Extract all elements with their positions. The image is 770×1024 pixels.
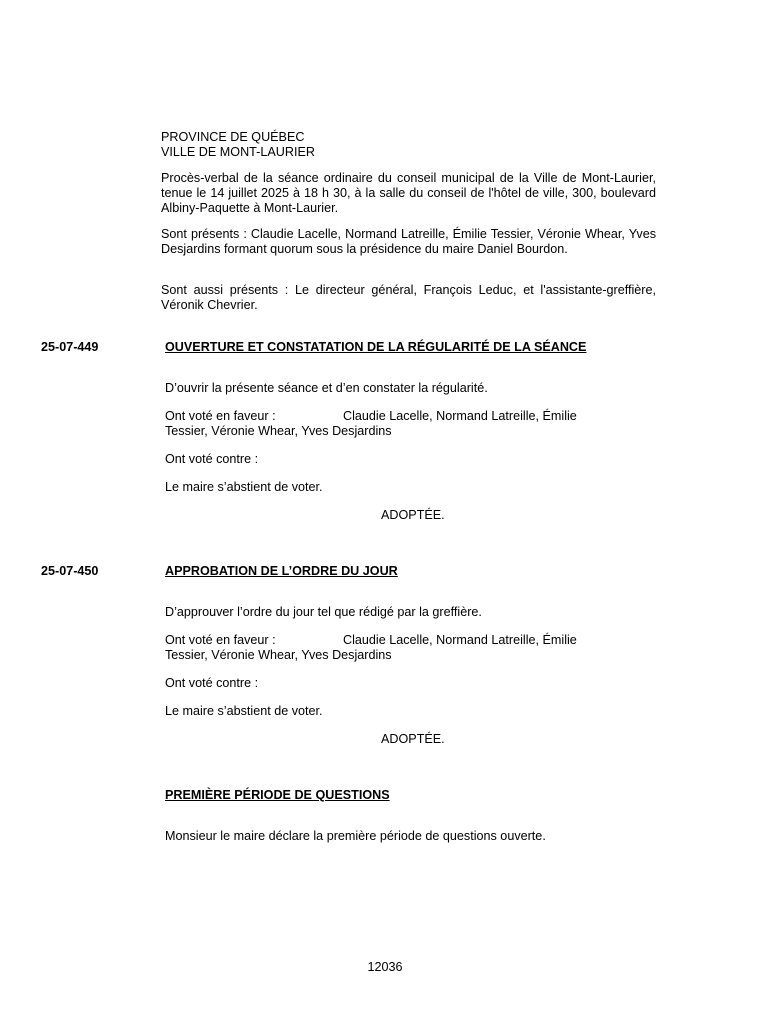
document-header — [161, 130, 661, 160]
vote-for-names: Claudie Lacelle, Normand Latreille, Émilie — [343, 409, 577, 423]
vote-against: Ont voté contre : — [165, 676, 259, 690]
resolution-number: 25-07-450 — [41, 564, 99, 578]
questions-title: PREMIÈRE PÉRIODE DE QUESTIONS — [165, 788, 390, 802]
vote-for-block — [165, 409, 635, 439]
abstain-text: Le maire s’abstient de voter. — [165, 480, 323, 494]
proces-verbal-paragraph: Procès-verbal de la séance ordinaire du conseil municipal de la Ville de Mont-Laurier, tenue le 14 juillet 2025 à 18 h 30, à la salle du conseil de l'hôtel de ville, 300, boulevard Albiny-Paquette à Mont-Laurier. — [161, 171, 656, 215]
ville-line: VILLE DE MONT-LAURIER — [161, 145, 315, 159]
vote-for-label: Ont voté en faveur : — [165, 409, 276, 423]
resolution-text: D’approuver l’ordre du jour tel que rédigé par la greffière. — [165, 605, 482, 619]
vote-for-label: Ont voté en faveur : — [165, 633, 276, 647]
vote-for-names: Claudie Lacelle, Normand Latreille, Émilie — [343, 633, 577, 647]
aussi-presents-paragraph: Sont aussi présents : Le directeur général, François Leduc, et l'assistante-greffière, Véronik Chevrier. — [161, 283, 656, 312]
resolution-number: 25-07-449 — [41, 340, 99, 354]
resolution-text: D’ouvrir la présente séance et d’en constater la régularité. — [165, 381, 488, 395]
vote-for-block — [165, 633, 635, 663]
province-line: PROVINCE DE QUÉBEC — [161, 130, 305, 144]
presents-paragraph: Sont présents : Claudie Lacelle, Normand Latreille, Émilie Tessier, Véronie Whear, Yves Desjardins formant quorum sous la présidence du maire Daniel Bourdon. — [161, 227, 656, 256]
adoption-status: ADOPTÉE. — [381, 732, 445, 746]
vote-against: Ont voté contre : — [165, 452, 259, 466]
vote-for-names-rest: Tessier, Véronie Whear, Yves Desjardins — [165, 424, 392, 438]
abstain-text: Le maire s’abstient de voter. — [165, 704, 323, 718]
resolution-title: OUVERTURE ET CONSTATATION DE LA RÉGULARITÉ DE LA SÉANCE — [165, 340, 587, 354]
page-number: 12036 — [367, 960, 403, 974]
vote-for-names-rest: Tessier, Véronie Whear, Yves Desjardins — [165, 648, 392, 662]
questions-text: Monsieur le maire déclare la première période de questions ouverte. — [165, 829, 546, 843]
resolution-title: APPROBATION DE L’ORDRE DU JOUR — [165, 564, 398, 578]
adoption-status: ADOPTÉE. — [381, 508, 445, 522]
